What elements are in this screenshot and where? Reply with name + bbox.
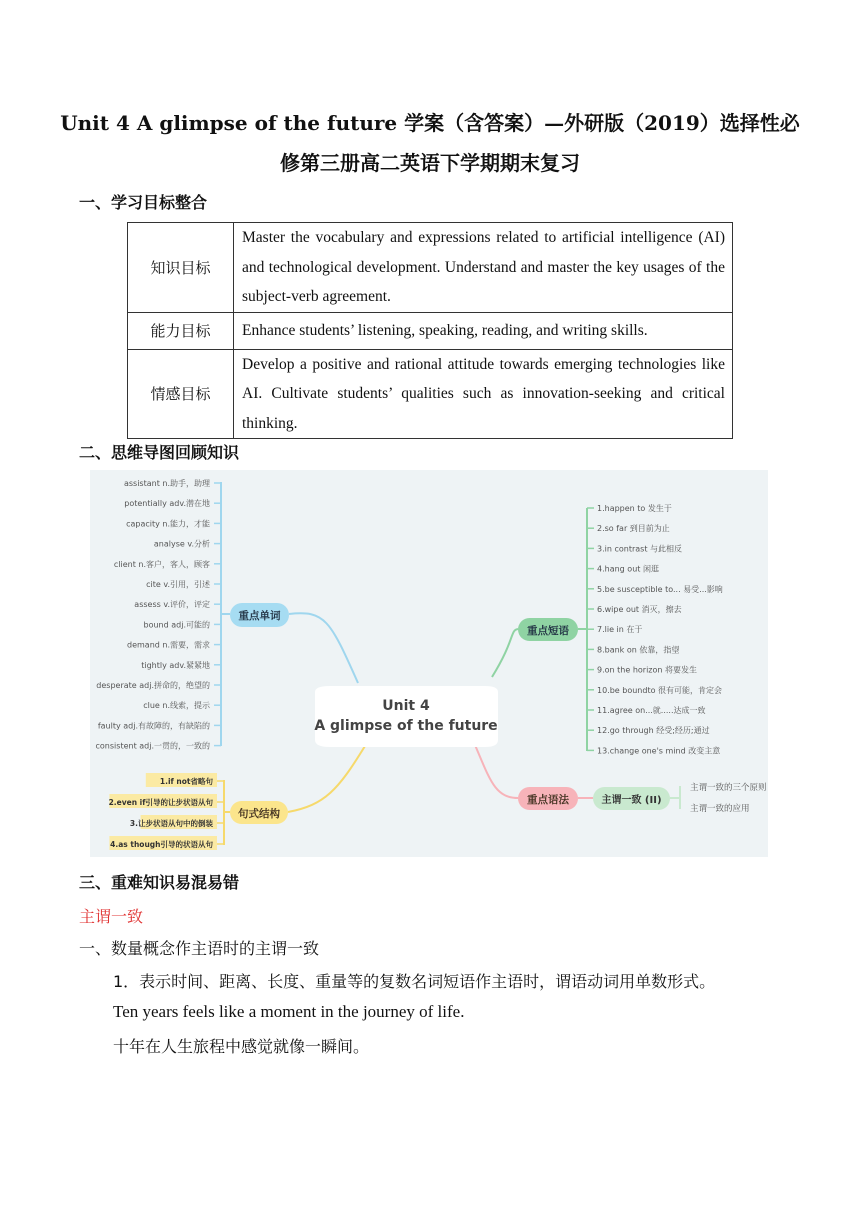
word-item: analyse v.分析 xyxy=(153,539,210,549)
phrase-item: 6.wipe out 消灭，擦去 xyxy=(597,605,682,614)
center-node xyxy=(315,686,498,747)
phrase-item: 3.in contrast 与此相反 xyxy=(597,544,683,554)
word-item: bound adj.可能的 xyxy=(143,620,210,630)
word-item: potentially adv.潜在地 xyxy=(124,499,210,509)
phrase-item: 4.hang out 闲逛 xyxy=(597,564,659,574)
word-item: capacity n.能力，才能 xyxy=(126,519,210,529)
grammar-label: 重点语法 xyxy=(527,794,569,806)
word-item: assess v.评价，评定 xyxy=(134,600,210,610)
center-subtitle: A glimpse of the future xyxy=(314,718,498,734)
word-item: tightly adv.紧紧地 xyxy=(141,660,210,670)
phrase-item: 13.change one's mind 改变主意 xyxy=(597,746,721,756)
phrase-item: 1.happen to 发生于 xyxy=(597,504,672,513)
sentence-item: 4.as though引导的状语从句 xyxy=(110,840,213,849)
example-english: Ten years feels like a moment in the journey of life. xyxy=(113,1002,465,1021)
phrases-label: 重点短语 xyxy=(527,625,569,637)
phrase-item: 12.go through 经受;经历;通过 xyxy=(597,726,710,736)
phrase-item: 5.be susceptible to... 易受...影响 xyxy=(597,584,723,594)
goal-value: Enhance students’ listening, speaking, reading, and writing skills. xyxy=(234,312,733,349)
words-label: 重点单词 xyxy=(238,610,281,622)
grammar-sub-label: 主谓一致 (II) xyxy=(601,795,662,806)
sentence-item: 3.让步状语从句中的倒装 xyxy=(129,819,213,828)
doc-title-line2: 修第三册高二英语下学期期末复习 xyxy=(280,151,580,175)
subheading: 一、数量概念作主语时的主谓一致 xyxy=(79,939,320,958)
word-item: client n.客户，客人，顾客 xyxy=(113,559,210,569)
section-heading-errors: 三、重难知识易混易错 xyxy=(79,873,240,892)
mind-map-canvas xyxy=(90,470,768,857)
grammar-item: 主谓一致的三个原则 xyxy=(690,783,767,793)
word-item: faulty adj.有故障的，有缺陷的 xyxy=(97,721,210,731)
sentence-item: 2.even if引导的让步状语从句 xyxy=(108,798,213,807)
goal-value: Develop a positive and rational attitude towards emerging technologies like AI. Cultivate students’ qualities such as innovation-seeking and critical thinking. xyxy=(234,349,733,439)
mind-map xyxy=(90,470,768,857)
goal-key: 情感目标 xyxy=(128,349,234,439)
phrase-item: 8.bank on 依靠，指望 xyxy=(597,645,680,655)
goal-value: Master the vocabulary and expressions related to artificial intelligence (AI) and technological development. Understand and master the key usages of the subject-verb agreement. xyxy=(234,223,733,313)
word-item: cite v.引用，引述 xyxy=(146,580,210,589)
sentence-label: 句式结构 xyxy=(238,808,280,820)
goal-row xyxy=(128,223,733,313)
doc-title-line1: Unit 4 A glimpse of the future 学案（含答案）—外研版（2019）选择性必 xyxy=(60,111,800,135)
phrase-item: 7.lie in 在于 xyxy=(597,625,643,635)
center-title: Unit 4 xyxy=(382,698,430,714)
section-heading-mindmap: 二、思维导图回顾知识 xyxy=(79,443,240,462)
goals-table xyxy=(127,222,733,439)
phrase-item: 2.so far 到目前为止 xyxy=(597,524,670,534)
word-item: clue n.线索，提示 xyxy=(143,701,210,711)
phrase-item: 10.be boundto 很有可能，肯定会 xyxy=(597,685,723,695)
word-item: desperate adj.拼命的，绝望的 xyxy=(96,681,210,690)
example-chinese: 十年在人生旅程中感觉就像一瞬间。 xyxy=(113,1037,370,1056)
words-list xyxy=(96,478,221,752)
rule-text: 1．表示时间、距离、长度、重量等的复数名词短语作主语时，谓语动词用单数形式。 xyxy=(113,972,716,991)
sentence-item: 1.if not省略句 xyxy=(159,777,213,786)
goal-key: 能力目标 xyxy=(128,312,234,349)
phrases-list xyxy=(587,503,723,755)
word-item: consistent adj.一贯的，一致的 xyxy=(95,741,210,751)
phrase-item: 11.agree on...就.....达成一致 xyxy=(597,706,706,715)
section-heading-goals: 一、学习目标整合 xyxy=(79,193,208,212)
topic-heading: 主谓一致 xyxy=(79,907,144,926)
sentences-list xyxy=(109,773,224,850)
word-item: demand n.需要，需求 xyxy=(127,640,210,650)
goal-key: 知识目标 xyxy=(128,223,234,313)
phrase-item: 9.on the horizon 将要发生 xyxy=(597,665,697,675)
goal-row xyxy=(128,312,733,349)
word-item: assistant n.助手，助理 xyxy=(123,479,210,488)
grammar-item: 主谓一致的应用 xyxy=(690,804,750,814)
goal-row xyxy=(128,349,733,439)
